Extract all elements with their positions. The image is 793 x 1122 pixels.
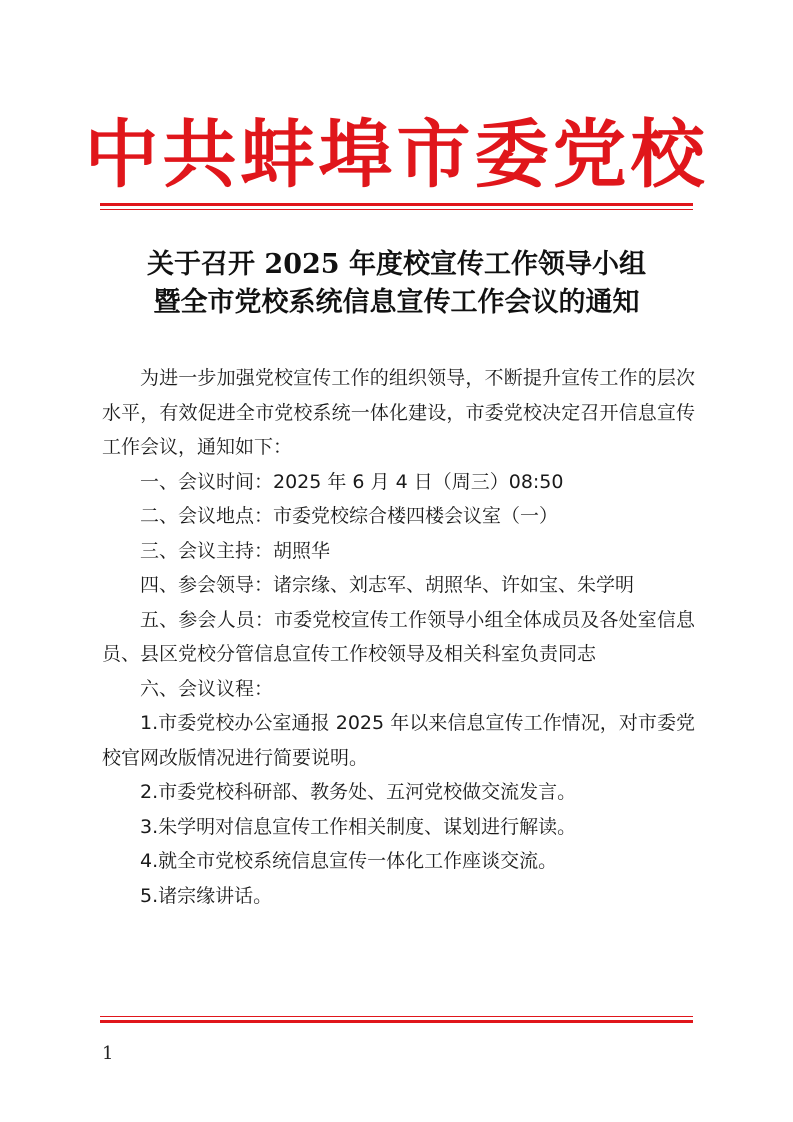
item-attending-leaders: 四、参会领导：诸宗缘、刘志军、胡照华、许如宝、朱学明 <box>140 574 635 596</box>
item-agenda-heading: 六、会议议程： <box>140 677 274 700</box>
item-meeting-host: 三、会议主持：胡照华 <box>140 539 331 562</box>
notice-body <box>102 361 695 913</box>
footer-divider-thin <box>100 1016 693 1017</box>
notice-title-line-2: 暨全市党校系统信息宣传工作会议的通知 <box>153 287 640 318</box>
agenda-item-5: 5.诸宗缘讲话。 <box>140 884 273 907</box>
agenda-item-1: 1.市委党校办公室通报 2025 年以来信息宣传工作情况，对市委党校官网改版情况进行简要说明。 <box>102 712 695 769</box>
page-number: 1 <box>102 1043 114 1064</box>
intro-paragraph: 为进一步加强党校宣传工作的组织领导，不断提升宣传工作的层次水平，有效促进全市党校系统一体化建设，市委党校决定召开信息宣传工作会议，通知如下： <box>102 367 695 458</box>
header-divider-thin <box>100 209 693 210</box>
notice-title <box>0 246 793 322</box>
notice-title-line-1: 关于召开 2025 年度校宣传工作领导小组 <box>147 249 646 280</box>
agenda-item-2: 2.市委党校科研部、教务处、五河党校做交流发言。 <box>140 781 577 803</box>
header-divider-thick <box>100 203 693 206</box>
footer-divider-thick <box>100 1020 693 1023</box>
agenda-item-3: 3.朱学明对信息宣传工作相关制度、谋划进行解读。 <box>140 815 577 838</box>
masthead-title: 中共蚌埠市委党校 <box>84 112 709 198</box>
agenda-item-4: 4.就全市党校系统信息宣传一体化工作座谈交流。 <box>140 850 558 872</box>
item-meeting-time: 一、会议时间：2025 年 6 月 4 日（周三）08:50 <box>140 470 564 493</box>
item-meeting-location: 二、会议地点：市委党校综合楼四楼会议室（一） <box>140 505 559 527</box>
item-attendees: 五、参会人员：市委党校宣传工作领导小组全体成员及各处室信息员、县区党校分管信息宣传工作校领导及相关科室负责同志 <box>102 608 695 665</box>
